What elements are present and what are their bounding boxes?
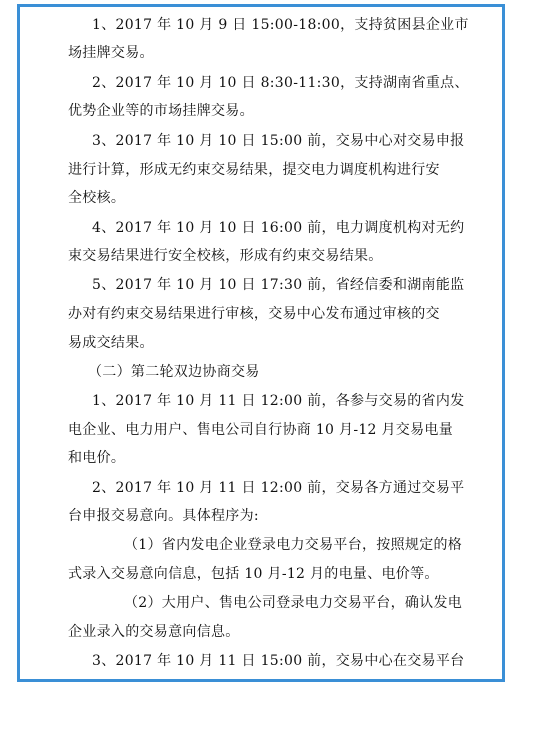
paragraph-line: 电企业、电力用户、售电公司自行协商 10 月-12 月交易电量 [68,422,454,438]
paragraph-line: 1、2017 年 10 月 9 日 15:00-18:00，支持贫困县企业市 [92,17,469,33]
paragraph-line: 1、2017 年 10 月 11 日 12:00 前，各参与交易的省内发 [92,393,465,409]
paragraph-line: 4、2017 年 10 月 10 日 16:00 前，电力调度机构对无约 [92,220,465,236]
paragraph-line: （2）大用户、售电公司登录电力交易平台，确认发电 [124,595,463,611]
paragraph-line: 办对有约束交易结果进行审核，交易中心发布通过审核的交 [68,306,440,322]
paragraph-line: 2、2017 年 10 月 11 日 12:00 前，交易各方通过交易平 [92,480,465,496]
paragraph-line: 束交易结果进行安全校核，形成有约束交易结果。 [68,248,383,264]
paragraph-line: 企业录入的交易意向信息。 [68,624,240,640]
paragraph-line: 式录入交易意向信息，包括 10 月-12 月的电量、电价等。 [68,566,439,582]
paragraph-line: 场挂牌交易。 [68,45,154,61]
paragraph-line: 进行计算，形成无约束交易结果，提交电力调度机构进行安 [68,162,440,178]
paragraph-line: （1）省内发电企业登录电力交易平台，按照规定的格 [124,537,463,553]
paragraph-line: 优势企业等的市场挂牌交易。 [68,103,254,119]
paragraph-line: 5、2017 年 10 月 10 日 17:30 前，省经信委和湖南能监 [92,277,465,293]
section-heading: （二）第二轮双边协商交易 [88,364,260,380]
paragraph-line: 台申报交易意向。具体程序为: [68,508,259,524]
paragraph-line: 2、2017 年 10 月 10 日 8:30-11:30，支持湖南省重点、 [92,75,469,91]
paragraph-line: 全校核。 [68,190,126,206]
paragraph-line: 3、2017 年 10 月 11 日 15:00 前，交易中心在交易平台 [92,653,465,669]
paragraph-line: 和电价。 [68,450,126,466]
document-frame [17,4,505,682]
paragraph-line: 3、2017 年 10 月 10 日 15:00 前，交易中心对交易申报 [92,133,465,149]
paragraph-line: 易成交结果。 [68,335,154,351]
